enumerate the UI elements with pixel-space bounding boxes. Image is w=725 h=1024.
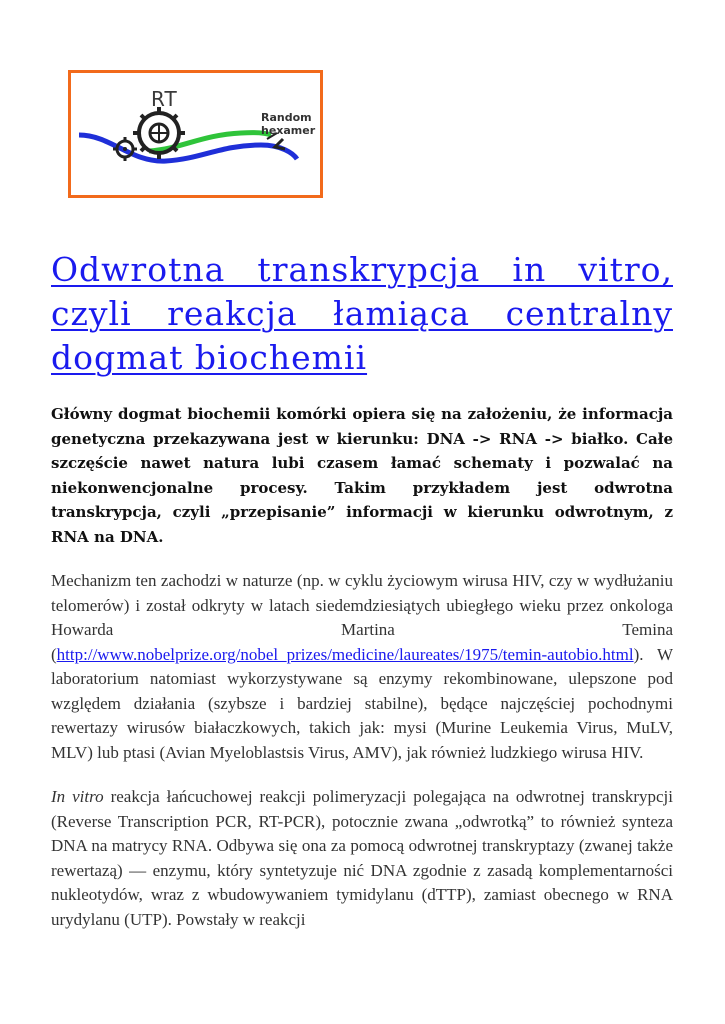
article-paragraph-2 [51, 785, 673, 932]
primer-arrow [275, 139, 285, 149]
logo-random-text: Random [261, 111, 312, 124]
article-paragraph-1 [51, 569, 673, 765]
paragraph-1-text-end: ). W laboratorium natomiast wykorzystywane są enzymy rekombinowane, ulepszone pod względem działania (szybsze i bardziej stabilne), będące najczęściej pochodnymi rewertazy wirusów białaczkowych, takich jak: mysi (Murine Leukemia Virus, MuLV, MLV) lub ptasi (Avian Myeloblastsis Virus, AMV), jak również ludzkiego wirusa HIV. [51, 644, 673, 762]
logo-hexamer-label [261, 111, 315, 137]
article-title-link[interactable]: Odwrotna transkrypcja in vitro, czyli reakcja łamiąca centralny dogmat biochemii [51, 250, 673, 377]
article-body [51, 402, 673, 952]
nobelprize-link[interactable]: http://www.nobelprize.org/nobel_prizes/medicine/laureates/1975/temin-autobio.html [56, 644, 634, 664]
logo-hexamer-text: hexamer [261, 124, 316, 137]
paragraph-1-text-start: Mechanizm ten zachodzi w naturze (np. w cyklu życiowym wirusa HIV, czy w wydłużaniu telomerów) i został odkryty w latach siedemdziesiątych ubiegłego wieku przez onkologa Howarda Martina Temina ( [51, 571, 673, 664]
article-lead: Główny dogmat biochemii komórki opiera się na założeniu, że informacja genetyczna przekazywana jest w kierunku: DNA -> RNA -> białko. Całe szczęście nawet natura lubi czasem łamać schematy i pozwalać na niekonwencjonalne procesy. Takim przykładem jest odwrotna transkrypcja, czyli „przepisanie” informacji w kierunku odwrotnym, z RNA na DNA. [51, 405, 673, 546]
small-gear-icon [113, 137, 137, 161]
article-title [51, 248, 673, 380]
paragraph-2-text: reakcja łańcuchowej reakcji polimeryzacji polegająca na odwrotnej transkrypcji (Reverse Transcription PCR, RT-PCR), potocznie zwana „odwrotką” to również synteza DNA na matrycy RNA. Odbywa się ona za pomocą odwrotnej transkryptazy (zwanej także rewertazą) — enzymu, który syntetyzuje nić DNA zgodnie z zasadą komplementarności nukleotydów, wraz z wbudowywaniem tymidylanu (dTTP), zamiast obecnego w RNA urydylanu (UTP). Powstały w reakcji [51, 787, 673, 929]
big-gear-icon [133, 107, 185, 159]
logo-rt-label: RT [151, 87, 178, 111]
article-logo [68, 70, 323, 198]
rna-strand [79, 135, 297, 161]
in-vitro-italic: In vitro [51, 787, 104, 806]
